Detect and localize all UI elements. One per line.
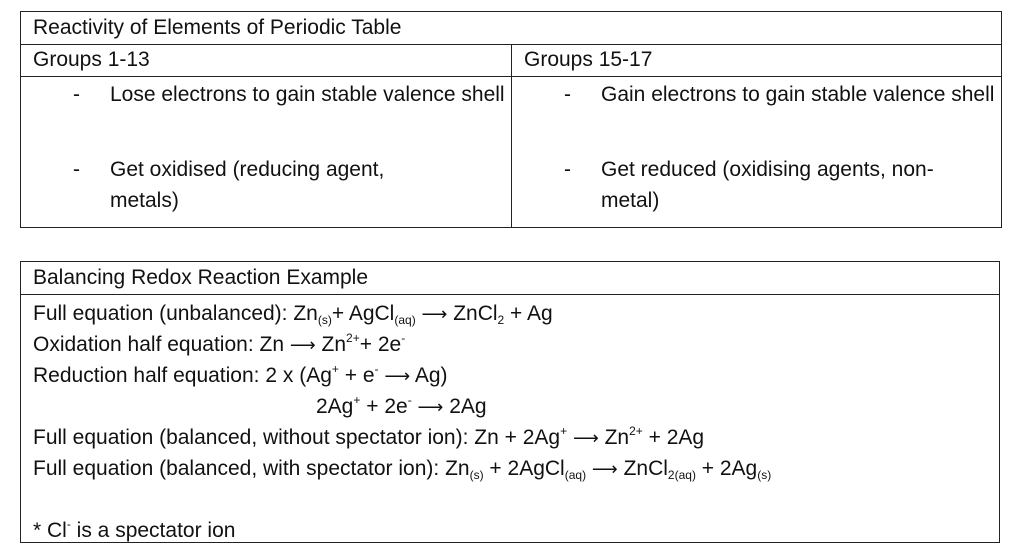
reactivity-table-title: Reactivity of Elements of Periodic Table — [33, 16, 402, 39]
balanced-equation-without-spectator: Full equation (balanced, without spectator ion): Zn + 2Ag+ ⟶ $Zn^{2+} + 2Ag$ — [33, 424, 705, 449]
redox-title-row — [21, 262, 999, 295]
arrow-icon: ⟶ — [572, 428, 599, 449]
arrow-icon: ⟶ — [384, 366, 411, 387]
bullet-text: Get reduced (oxidising agents, non-metal) — [601, 158, 934, 212]
bullet-text: Get oxidised (reducing agent, metals) — [110, 158, 385, 212]
groups-15-17-column — [512, 76, 1001, 227]
redox-lines — [33, 298, 771, 546]
redox-title: Balancing Redox Reaction Example — [33, 266, 369, 289]
arrow-icon: ⟶ — [417, 397, 444, 418]
spectator-ion-note: * Cl- is a spectator ion — [33, 517, 236, 542]
groups-1-13-column — [21, 76, 511, 227]
redox-example-box — [20, 261, 1000, 543]
bullet-text: Lose electrons to gain stable valence shell — [110, 83, 505, 106]
oxidation-half-equation: Oxidation half equation: Zn ⟶ $Zn^{2+}+ 2e^-$ — [33, 331, 406, 356]
arrow-icon: ⟶ — [421, 304, 448, 325]
bullet-dash: - — [564, 158, 571, 181]
blank-line — [33, 484, 771, 515]
bullet-dash: - — [73, 83, 80, 106]
header-groups-1-13: Groups 1-13 — [33, 48, 150, 71]
header-groups-15-17: Groups 15-17 — [524, 48, 653, 71]
balanced-equation-with-spectator: Full equation (balanced, with spectator ion): $Zn_{(s)}$ + 2AgCl$_{(aq)}$ ⟶ ZnCl$_{2(aq)}$ + $2Ag_{(s)}$ — [33, 457, 772, 482]
reactivity-table-title-row — [21, 12, 1001, 45]
bullet-dash: - — [73, 158, 80, 181]
arrow-icon: ⟶ — [591, 459, 618, 480]
reduction-half-equation-simplified: 2Ag+ + 2e- ⟶ 2Ag — [316, 393, 487, 418]
reactivity-table — [20, 11, 1002, 228]
arrow-icon: ⟶ — [289, 335, 316, 356]
reduction-half-equation: Reduction half equation: 2 x (Ag+ + e- ⟶ Ag) — [33, 362, 448, 387]
bullet-text: Gain electrons to gain stable valence shell — [601, 83, 995, 106]
bullet-dash: - — [564, 83, 571, 106]
unbalanced-equation: Full equation (unbalanced): $Zn_{(s)}+$ AgCl$_{(aq)}$ ⟶ ZnCl$_2$ + Ag — [33, 302, 553, 327]
